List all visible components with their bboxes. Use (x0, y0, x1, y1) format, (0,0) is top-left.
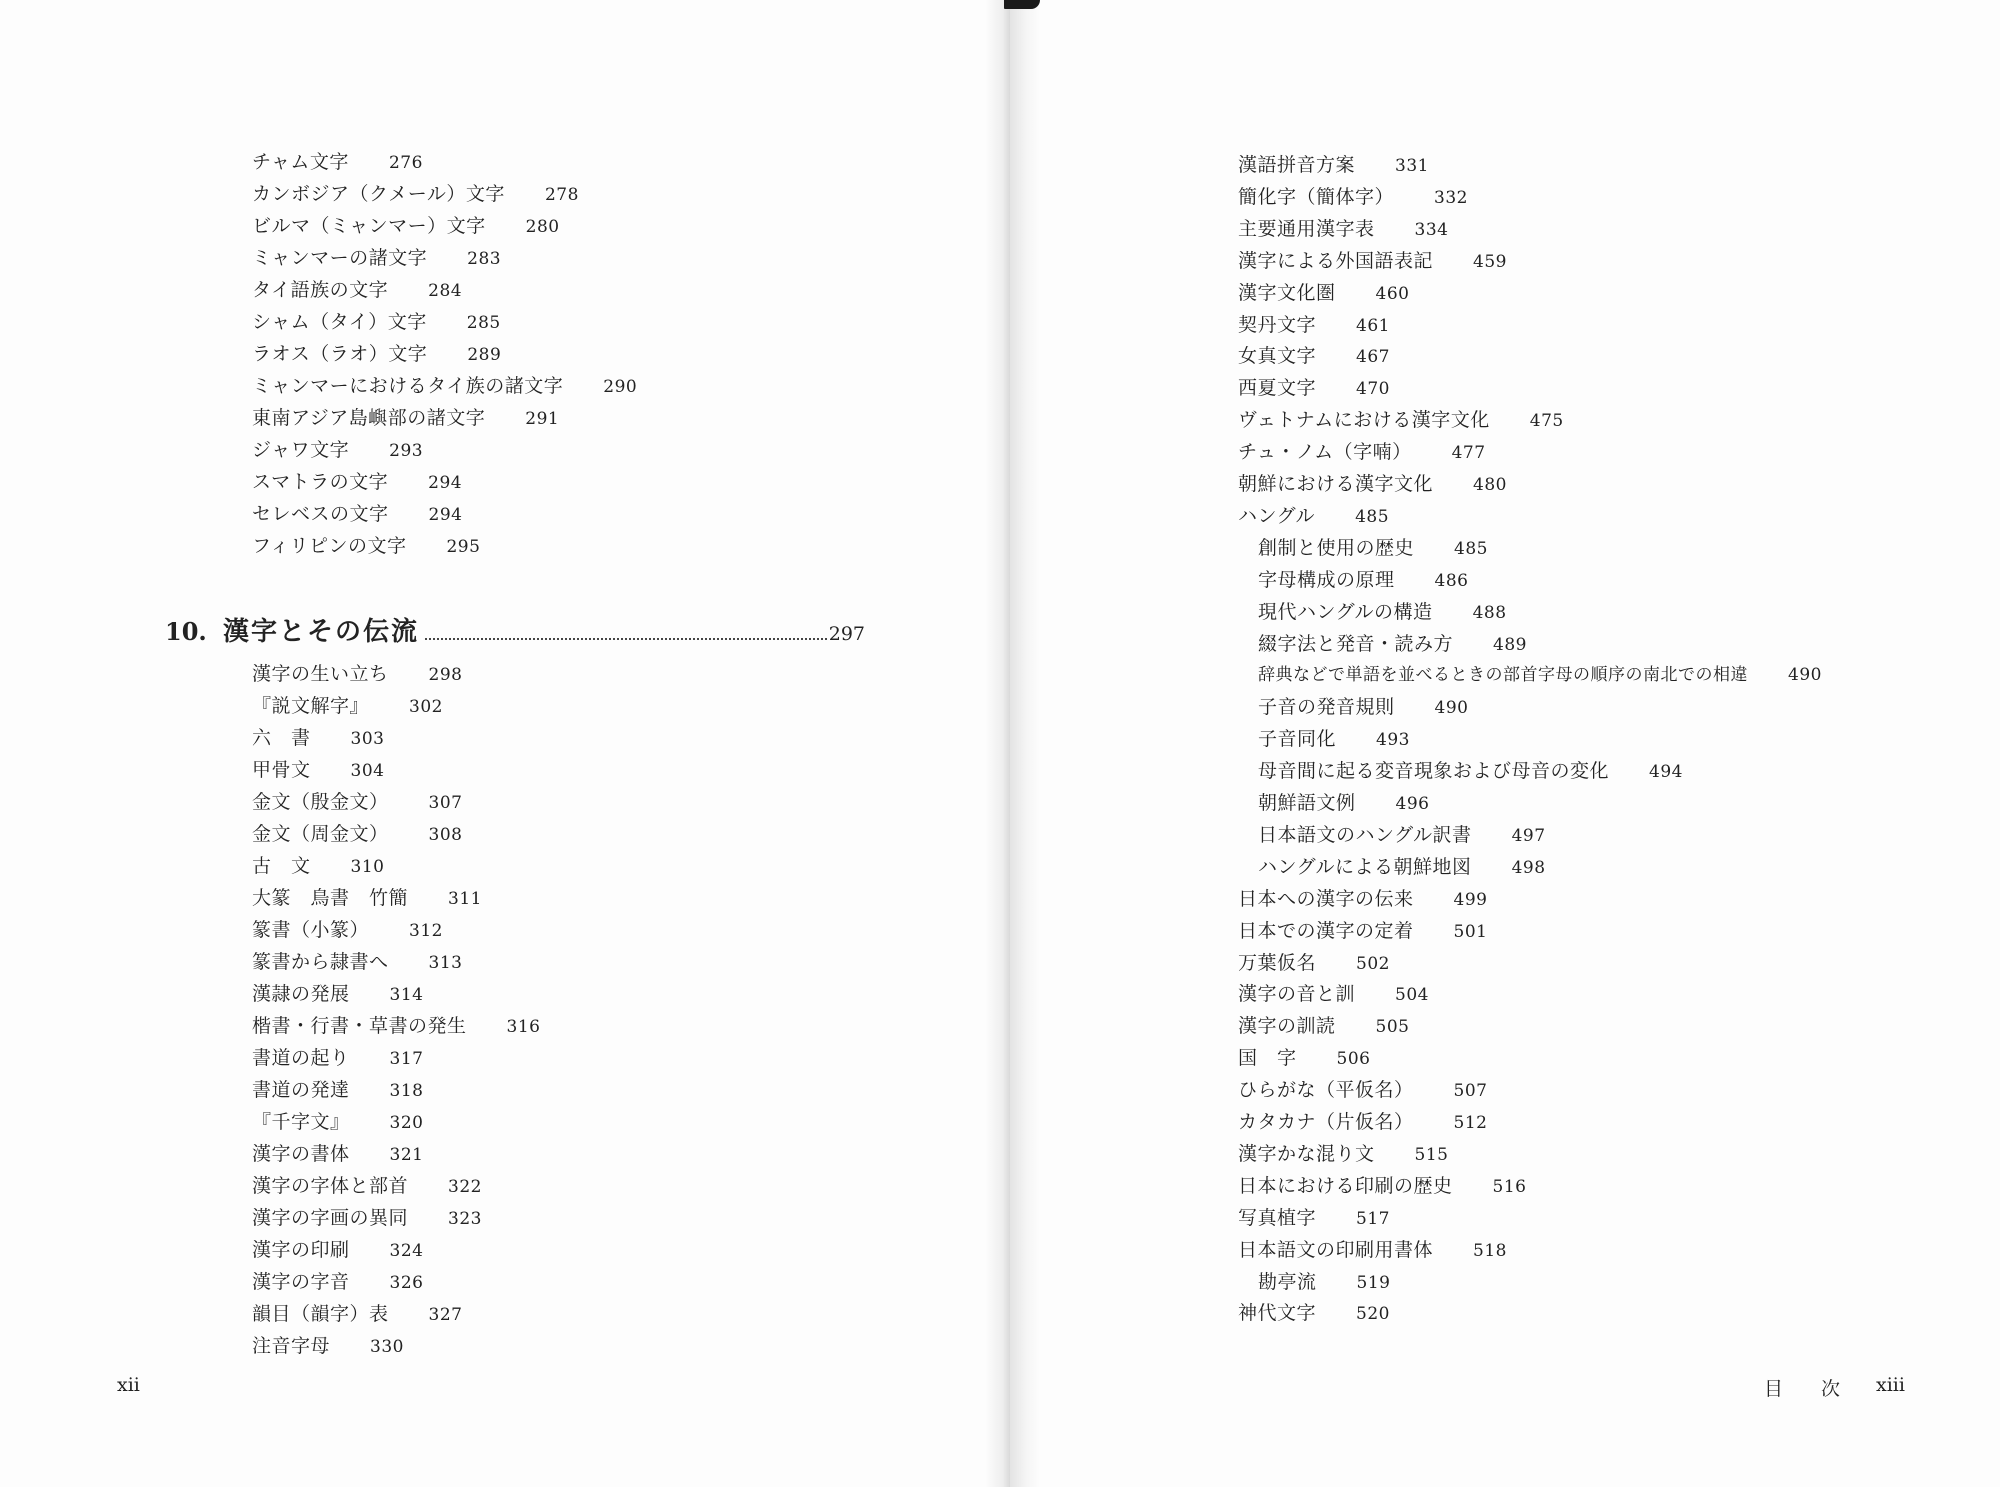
toc-entry-title: 創制と使用の歴史 (1258, 536, 1415, 559)
toc-entry[interactable] (252, 725, 384, 752)
toc-entry-title: ジャワ文字 (252, 439, 350, 461)
toc-entry-page-number: 485 (1355, 506, 1390, 527)
toc-entry[interactable] (252, 1301, 462, 1328)
page-folio-left: xii (117, 1374, 140, 1396)
toc-entry[interactable] (252, 693, 443, 720)
toc-entry-title: 神代文字 (1238, 1302, 1317, 1325)
toc-entry-page-number: 326 (389, 1273, 424, 1293)
toc-entry-page-number: 470 (1356, 379, 1390, 400)
toc-entry-title: 子音の発音規則 (1258, 696, 1395, 719)
toc-entry-page-number: 330 (370, 1337, 404, 1357)
toc-entry[interactable] (252, 917, 443, 944)
toc-entry-page-number: 506 (1336, 1049, 1371, 1070)
toc-entry[interactable] (1238, 375, 1390, 402)
toc-entry[interactable] (1238, 1300, 1390, 1327)
toc-entry-page-number: 294 (428, 473, 463, 493)
toc-entry-title: 写真植字 (1238, 1206, 1317, 1229)
toc-entry-page-number: 520 (1356, 1304, 1390, 1325)
toc-entry[interactable] (252, 1333, 404, 1360)
toc-entry-page-number: 311 (448, 889, 482, 909)
toc-entry-page-number: 304 (350, 761, 385, 781)
toc-entry-title: 漢字の字音 (252, 1271, 350, 1293)
toc-entry-page-number: 317 (389, 1049, 424, 1069)
toc-entry[interactable] (1238, 407, 1564, 434)
toc-entry[interactable] (252, 661, 462, 688)
toc-entry[interactable] (252, 1109, 423, 1136)
toc-entry-page-number: 517 (1356, 1208, 1390, 1229)
toc-entry-title: チャム文字 (252, 151, 349, 173)
toc-entry-title: 漢隷の発展 (252, 983, 350, 1005)
toc-entry-title: 漢字の音と訓 (1238, 983, 1356, 1006)
toc-entry-title: 『説文解字』 (252, 695, 370, 717)
toc-entry[interactable] (1238, 1013, 1409, 1040)
toc-entry-title: 勘亭流 (1258, 1270, 1317, 1293)
toc-entry-title: ハングルによる朝鮮地図 (1258, 855, 1472, 878)
toc-entry-title: 国 字 (1238, 1047, 1297, 1070)
toc-entry[interactable] (1238, 1141, 1448, 1168)
toc-entry-page-number: 320 (389, 1113, 424, 1133)
toc-entry-page-number: 278 (544, 185, 579, 205)
toc-entry[interactable] (1238, 886, 1487, 913)
toc-entry-page-number: 312 (409, 921, 443, 941)
toc-entry-title: ビルマ（ミャンマー）文字 (252, 215, 486, 237)
toc-entry-title: 日本への漢字の伝来 (1238, 887, 1414, 910)
toc-entry-title: 金文（周金文） (252, 823, 389, 845)
toc-entry[interactable] (1238, 471, 1507, 498)
toc-entry-page-number: 302 (409, 697, 443, 717)
toc-entry-title: 漢字の印刷 (252, 1239, 350, 1261)
toc-entry-page-number: 334 (1414, 219, 1449, 240)
toc-entry-title: 金文（殷金文） (252, 791, 389, 813)
toc-entry-page-number: 318 (389, 1081, 424, 1101)
toc-entry[interactable] (252, 853, 384, 880)
toc-entry[interactable] (1238, 216, 1448, 243)
toc-entry[interactable] (1258, 1269, 1390, 1296)
toc-entry[interactable] (1238, 918, 1487, 945)
toc-entry[interactable] (252, 1237, 423, 1264)
toc-entry-title: ミャンマーの諸文字 (252, 247, 428, 269)
toc-entry[interactable] (252, 1077, 423, 1104)
toc-entry[interactable] (1238, 981, 1429, 1008)
toc-entry-page-number: 490 (1434, 698, 1469, 719)
toc-entry-title: 書道の起り (252, 1047, 350, 1069)
dot-leader (425, 620, 827, 640)
toc-entry-page-number: 289 (467, 345, 502, 365)
toc-entry[interactable] (252, 1141, 423, 1168)
toc-entry-page-number: 332 (1434, 187, 1468, 208)
toc-entry-page-number: 486 (1434, 570, 1469, 591)
toc-entry-title: 古 文 (252, 855, 311, 877)
toc-entry-title: 篆書（小篆） (252, 919, 370, 941)
toc-entry[interactable] (252, 1013, 540, 1040)
toc-entry[interactable] (1238, 280, 1409, 307)
toc-entry-page-number: 459 (1473, 251, 1507, 272)
toc-entry-page-number: 294 (428, 505, 463, 525)
toc-entry[interactable] (252, 245, 501, 272)
toc-entry-page-number: 331 (1395, 156, 1429, 176)
toc-entry-page-number: 298 (428, 665, 463, 685)
toc-entry[interactable] (252, 277, 462, 304)
toc-entry-page-number: 307 (428, 793, 463, 813)
toc-entry-title: 篆書から隷書へ (252, 951, 389, 973)
toc-entry[interactable] (252, 1173, 482, 1200)
toc-entry-page-number: 291 (525, 409, 560, 429)
toc-entry-page-number: 507 (1453, 1081, 1488, 1102)
toc-entry-page-number: 321 (389, 1145, 424, 1165)
toc-entry[interactable] (252, 949, 462, 976)
toc-entry[interactable] (252, 437, 423, 464)
toc-entry-title: 簡化字（簡体字） (1238, 185, 1395, 208)
toc-entry[interactable] (252, 885, 482, 912)
toc-entry-title: 女真文字 (1238, 345, 1317, 368)
toc-entry[interactable] (252, 341, 501, 368)
toc-entry-title: 母音間に起る変音現象および母音の変化 (1258, 760, 1610, 783)
toc-entry-title: 大篆 鳥書 竹簡 (252, 887, 409, 909)
toc-entry[interactable] (1258, 535, 1488, 562)
toc-entry[interactable] (1258, 758, 1683, 785)
toc-entry-title: 『千字文』 (252, 1111, 350, 1133)
toc-entry-title: ラオス（ラオ）文字 (252, 343, 428, 365)
toc-entry[interactable] (1238, 343, 1390, 370)
toc-entry[interactable] (1258, 854, 1546, 881)
chapter-heading[interactable] (165, 611, 865, 645)
toc-entry[interactable] (1238, 312, 1390, 339)
toc-entry[interactable] (1258, 726, 1410, 753)
toc-entry-title: セレベスの文字 (252, 503, 389, 525)
toc-entry-page-number: 519 (1356, 1272, 1391, 1293)
toc-entry-page-number: 501 (1453, 921, 1488, 942)
toc-entry-page-number: 499 (1453, 889, 1488, 910)
toc-entry-title: ハングル (1238, 504, 1316, 527)
toc-entry-title: 楷書・行書・草書の発生 (252, 1015, 467, 1037)
toc-entry[interactable] (252, 309, 501, 336)
toc-entry-page-number: 467 (1356, 347, 1390, 368)
toc-entry[interactable] (252, 1045, 423, 1072)
toc-entry-title: 漢字の字体と部首 (252, 1175, 409, 1197)
right-page (1010, 0, 2000, 1487)
toc-entry-title: 漢字かな混り文 (1238, 1142, 1375, 1165)
toc-entry-title: 漢字による外国語表記 (1238, 249, 1434, 272)
toc-entry-title: カタカナ（片仮名） (1238, 1111, 1414, 1133)
toc-entry-title: シャム（タイ）文字 (252, 311, 427, 333)
toc-entry-page-number: 283 (467, 249, 502, 269)
toc-entry-page-number: 313 (428, 953, 463, 973)
toc-entry-title: 六 書 (252, 727, 311, 749)
toc-entry[interactable] (252, 501, 462, 528)
toc-entry-page-number: 295 (446, 537, 481, 557)
toc-entry-title: 現代ハングルの構造 (1258, 600, 1433, 623)
toc-entry[interactable] (1238, 439, 1486, 466)
toc-entry-page-number: 461 (1356, 315, 1390, 336)
toc-entry-page-number: 303 (350, 729, 385, 749)
toc-entry-page-number: 323 (448, 1209, 482, 1229)
toc-entry-title: 漢語拼音方案 (1238, 154, 1356, 176)
toc-entry-page-number: 489 (1493, 634, 1527, 655)
running-head: 目 次 (1764, 1378, 1841, 1400)
toc-entry[interactable] (1258, 662, 1822, 688)
toc-entry[interactable] (252, 469, 462, 496)
toc-entry[interactable] (1258, 567, 1468, 594)
toc-entry-page-number: 276 (388, 153, 423, 173)
toc-entry-page-number: 285 (466, 313, 501, 333)
toc-entry[interactable] (252, 757, 384, 784)
toc-entry[interactable] (252, 821, 462, 848)
toc-entry[interactable] (1258, 822, 1546, 849)
toc-entry-title: 甲骨文 (252, 759, 311, 781)
toc-entry-page-number: 516 (1492, 1176, 1527, 1197)
toc-entry[interactable] (1238, 1205, 1390, 1232)
toc-entry-title: 漢字の生い立ち (252, 663, 389, 685)
toc-entry[interactable] (1258, 599, 1507, 626)
binding-edge (1004, 0, 1040, 9)
toc-entry-title: 韻目（韻字）表 (252, 1303, 389, 1325)
toc-entry[interactable] (252, 533, 480, 560)
chapter-page-number: 297 (828, 623, 865, 645)
toc-entry-title: 字母構成の原理 (1258, 568, 1395, 591)
toc-entry-title: タイ語族の文字 (252, 279, 389, 301)
toc-entry-page-number: 512 (1453, 1113, 1488, 1133)
toc-entry-page-number: 498 (1511, 857, 1546, 878)
toc-entry-title: 契丹文字 (1238, 313, 1317, 336)
toc-entry-title: スマトラの文字 (252, 471, 389, 493)
toc-entry-page-number: 460 (1375, 283, 1410, 304)
toc-entry-page-number: 515 (1414, 1144, 1449, 1165)
toc-entry-page-number: 490 (1788, 665, 1822, 686)
toc-entry-page-number: 494 (1649, 762, 1683, 783)
toc-entry[interactable] (252, 149, 423, 176)
toc-entry-title: ひらがな（平仮名） (1238, 1079, 1414, 1102)
toc-entry-page-number: 316 (506, 1017, 541, 1037)
toc-entry-page-number: 493 (1376, 730, 1410, 751)
toc-entry-title: 日本語文の印刷用書体 (1238, 1238, 1434, 1261)
toc-entry-page-number: 497 (1511, 825, 1546, 846)
toc-entry[interactable] (1258, 790, 1429, 817)
toc-entry-title: 綴字法と発音・読み方 (1258, 632, 1454, 655)
toc-entry-title: 日本における印刷の歴史 (1238, 1174, 1453, 1197)
toc-entry-title: 主要通用漢字表 (1238, 217, 1375, 240)
chapter-number: 10. (165, 617, 207, 646)
toc-entry[interactable] (1238, 950, 1390, 977)
toc-entry-page-number: 290 (603, 377, 638, 397)
toc-entry-title: カンボジア（クメール）文字 (252, 183, 505, 205)
toc-entry[interactable] (1258, 631, 1527, 658)
toc-entry-page-number: 502 (1356, 953, 1390, 974)
toc-entry-page-number: 280 (525, 217, 560, 237)
toc-entry-page-number: 314 (389, 985, 424, 1005)
gutter-shadow-left (985, 0, 1010, 1487)
toc-entry-page-number: 327 (428, 1305, 463, 1325)
toc-entry-page-number: 322 (448, 1177, 482, 1197)
toc-entry-title: 漢字の字画の異同 (252, 1207, 409, 1229)
toc-entry[interactable] (252, 1205, 482, 1232)
toc-entry[interactable] (1238, 1045, 1370, 1072)
toc-entry-title: 辞典などで単語を並べるときの部首字母の順序の南北での相違 (1258, 665, 1748, 686)
toc-entry-page-number: 480 (1473, 475, 1507, 495)
toc-entry[interactable] (1238, 248, 1507, 275)
toc-entry-page-number: 488 (1472, 602, 1507, 623)
toc-entry[interactable] (1238, 503, 1389, 530)
toc-entry[interactable] (252, 1269, 423, 1296)
toc-entry[interactable] (1238, 1237, 1507, 1264)
toc-entry[interactable] (1238, 1173, 1526, 1200)
toc-entry-title: 東南アジア島嶼部の諸文字 (252, 407, 486, 429)
toc-entry-page-number: 485 (1454, 538, 1488, 559)
toc-entry-title: ヴェトナムにおける漢字文化 (1238, 409, 1490, 432)
chapter-title: 漢字とその伝流 (223, 617, 420, 647)
toc-entry-title: 書道の発達 (252, 1079, 350, 1101)
page-folio-right: xiii (1876, 1374, 1905, 1396)
toc-entry-page-number: 477 (1451, 443, 1486, 464)
toc-entry-title: ミャンマーにおけるタイ族の諸文字 (252, 375, 564, 397)
toc-entry-page-number: 518 (1473, 1240, 1507, 1261)
toc-entry[interactable] (1238, 184, 1468, 211)
toc-entry-page-number: 310 (350, 857, 385, 877)
toc-entry-title: 漢字の書体 (252, 1143, 350, 1165)
toc-entry-title: 朝鮮における漢字文化 (1238, 473, 1434, 495)
toc-entry[interactable] (1258, 694, 1468, 721)
toc-entry-title: 西夏文字 (1238, 377, 1317, 400)
toc-entry[interactable] (252, 981, 423, 1008)
toc-entry[interactable] (1238, 1077, 1487, 1104)
toc-entry[interactable] (252, 213, 560, 240)
toc-entry[interactable] (1238, 152, 1429, 179)
toc-entry-page-number: 504 (1395, 985, 1429, 1006)
toc-entry-page-number: 475 (1529, 411, 1564, 432)
toc-entry-title: 日本語文のハングル訳書 (1258, 823, 1472, 846)
toc-entry[interactable] (1238, 1109, 1487, 1136)
toc-entry-title: 注音字母 (252, 1335, 331, 1357)
toc-entry-page-number: 284 (428, 281, 463, 301)
toc-entry-title: フィリピンの文字 (252, 535, 407, 557)
toc-entry-title: 朝鮮語文例 (1258, 792, 1356, 814)
toc-entry-title: 漢字文化圏 (1238, 281, 1336, 304)
toc-entry-title: 漢字の訓読 (1238, 1015, 1336, 1038)
toc-entry-page-number: 496 (1395, 794, 1430, 814)
toc-entry-page-number: 324 (389, 1241, 424, 1261)
toc-entry-page-number: 308 (428, 825, 463, 845)
toc-entry[interactable] (252, 405, 559, 432)
gutter-shadow-right (1010, 0, 1040, 1487)
toc-entry-page-number: 505 (1375, 1017, 1410, 1038)
toc-entry-title: 日本での漢字の定着 (1238, 919, 1414, 942)
toc-entry[interactable] (252, 373, 637, 400)
toc-entry-title: 子音同化 (1258, 728, 1337, 751)
toc-entry[interactable] (252, 789, 462, 816)
toc-entry[interactable] (252, 181, 579, 208)
toc-entry-page-number: 293 (389, 441, 424, 461)
toc-entry-title: チュ・ノム（字喃） (1238, 441, 1412, 464)
toc-entry-title: 万葉仮名 (1238, 951, 1317, 974)
